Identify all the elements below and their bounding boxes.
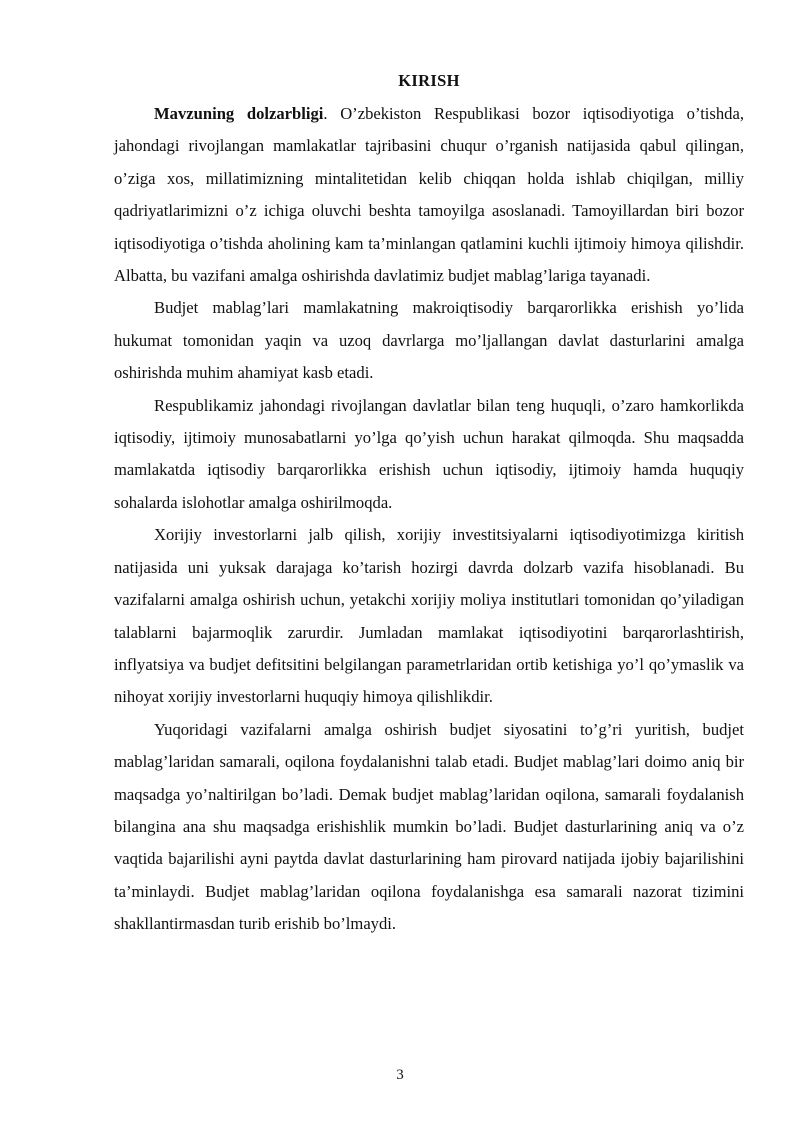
page-number: 3 bbox=[396, 1067, 404, 1083]
section-title: KIRISH bbox=[398, 71, 460, 90]
paragraph-reforms: Respublikamiz jahondagi rivojlangan davlatlar bilan teng huquqli, o’zaro hamkorlikda iqtisodiy, ijtimoiy munosabatlarni yo’lga qo’yish uchun harakat qilmoqda. Shu maqsadda mamlakatda iqtisodiy barqarorlikka erishish uchun iqtisodiy, ijtimoiy hamda huquqiy sohalarda islohotlar amalga oshirilmoqda. bbox=[114, 395, 744, 512]
paragraph-budget-funds: Budjet mablag’lari mamlakatning makroiqtisodiy barqarorlikka erishish yo’lida hukumat tomonidan yaqin va uzoq davrlarga mo’ljallangan davlat dasturlarini amalga oshirishda muhim ahamiyat kasb etadi. bbox=[114, 298, 744, 383]
paragraph-investors: Xorijiy investorlarni jalb qilish, xorijiy investitsiyalarni iqtisodiyotimizga kiritish natijasida uni yuksak darajaga ko’tarish hozirgi davrda dolzarb vazifa hisoblanadi. Bu vazifalarni amalga oshirish uchun, yetakchi xorijiy moliya institutlari tomonidan qo’yiladigan talablarni bajarmoqlik zarurdir. Jumladan mamlakat iqtisodiyotini barqarorlashtirish, inflyatsiya va budjet defitsitini belgilangan parametrlaridan ortib ketishiga yo’l qo’ymaslik va nihoyat xorijiy investorlarni huquqiy himoya qilishlikdir. bbox=[114, 525, 744, 707]
paragraph-lead-heading: Mavzuning dolzarbligi bbox=[154, 104, 324, 123]
paragraph-budget-policy: Yuqoridagi vazifalarni amalga oshirish budjet siyosatini to’g’ri yuritish, budjet mablag’laridan samarali, oqilona foydalanishni talab etadi. Budjet mablag’lari doimo aniq bir maqsadga yo’naltirilgan bo’ladi. Demak budjet mablag’laridan oqilona, samarali foydalanish bilangina ana shu maqsadga erishishlik mumkin bo’ladi. Budjet dasturlarining aniq va o’z vaqtida bajarilishi ayni paytda davlat dasturlarining ham pirovard natijada ijobiy bajarilishini ta’minlaydi. Budjet mablag’laridan oqilona foydalanishga esa samarali nazorat tizimini shakllantirmasdan turib erishib bo’lmaydi. bbox=[114, 719, 744, 934]
document-page bbox=[114, 70, 744, 941]
paragraph-relevance-text: . O’zbekiston Respublikasi bozor iqtisodiyotiga o’tishda, jahondagi rivojlangan mamlakatlar tajribasini chuqur o’rganish natijasida qabul qilingan, o’ziga xos, millatimizning mintalitetidan kelib chiqqan holda ishlab chiqilgan, milliy qadriyatlarimizni o’z ichiga oluvchi beshta tamoyilga asoslanadi. Tamoyillardan biri bozor iqtisodiyotiga o’tishda aholining kam ta’minlangan qatlamini kuchli ijtimoiy himoya qilishdir. Albatta, bu vazifani amalga oshirishda davlatimiz budjet mablag’lariga tayanadi. bbox=[114, 104, 744, 286]
paragraph-relevance bbox=[114, 98, 744, 292]
